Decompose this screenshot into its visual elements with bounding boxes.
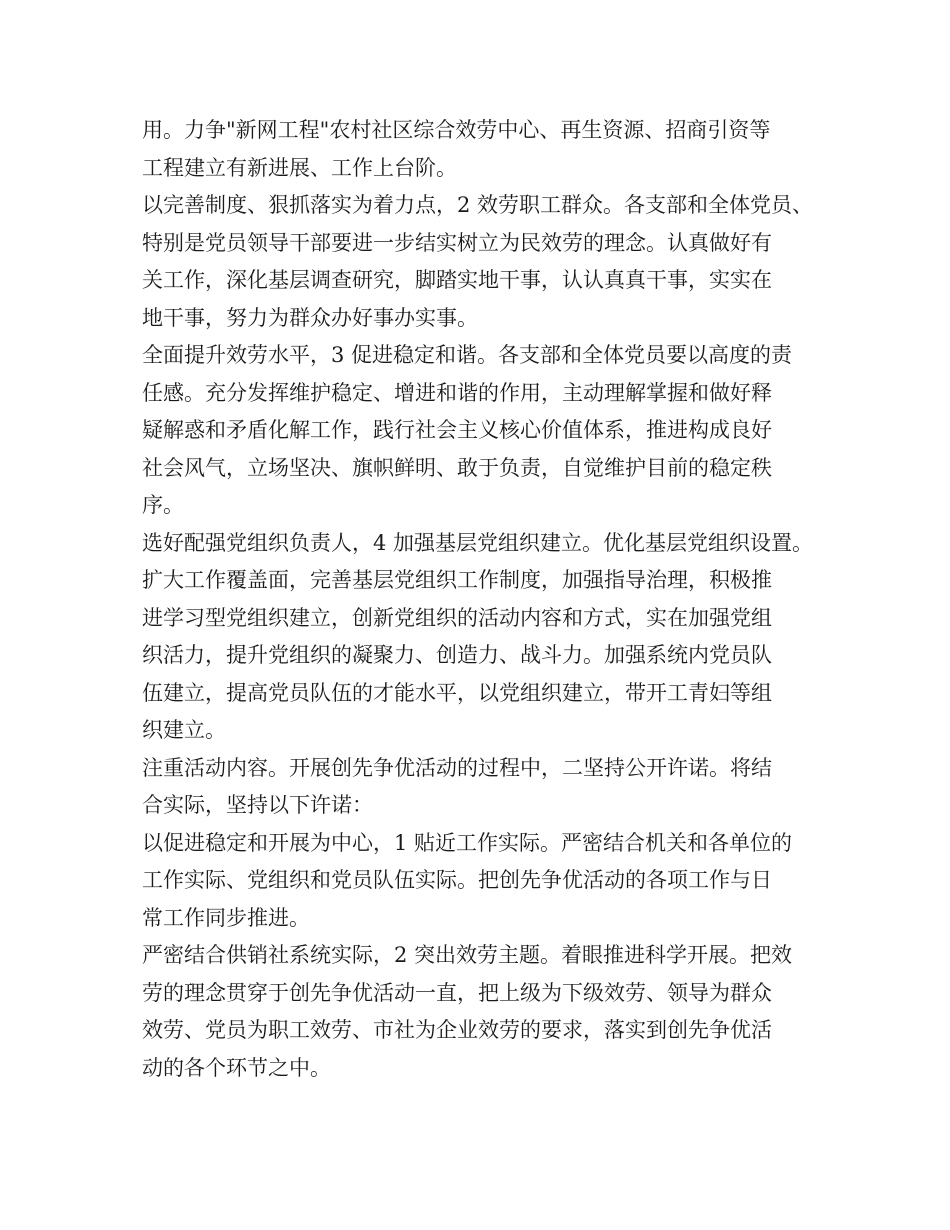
text-line: 伍建立，提高党员队伍的才能水平，以党组织建立，带开工青妇等组 [142,680,772,705]
text-line: 特别是党员领导干部要进一步结实树立为民效劳的理念。认真做好有 [142,230,772,255]
body-text [142,112,842,1087]
text-line: 工作实际、党组织和党员队伍实际。把创先争优活动的各项工作与日 [142,868,772,892]
text-line: 进学习型党组织建立，创新党组织的活动内容和方式，实在加强党组 [142,605,772,630]
text-line: 任感。充分发挥维护稳定、增进和谐的作用，主动理解掌握和做好释 [142,380,772,405]
text-line: 扩大工作覆盖面，完善基层党组织工作制度，加强指导治理，积极推 [142,568,772,592]
text-line: 序。 [142,493,184,517]
text-line: 以完善制度、狠抓落实为着力点，2 效劳职工群众。各支部和全体党员、 [142,193,814,217]
text-line: 常工作同步推进。 [142,905,310,930]
text-line: 劳的理念贯穿于创先争优活动一直，把上级为下级效劳、领导为群众 [142,980,772,1005]
text-line: 地干事，努力为群众办好事办实事。 [142,305,478,330]
text-line: 效劳、党员为职工效劳、市社为企业效劳的要求，落实到创先争优活 [142,1018,772,1042]
text-line: 织建立。 [142,718,226,742]
text-line: 关工作，深化基层调查研究，脚踏实地干事，认认真真干事，实实在 [142,268,772,292]
text-line: 工程建立有新进展、工作上台阶。 [142,155,457,180]
text-line: 选好配强党组织负责人，4 加强基层党组织建立。优化基层党组织设置。 [142,530,814,555]
text-line: 社会风气，立场坚决、旗帜鲜明、敢于负责，自觉维护目前的稳定秩 [142,455,772,480]
text-line: 严密结合供销社系统实际，2 突出效劳主题。着眼推进科学开展。把效 [142,943,793,967]
text-line: 以促进稳定和开展为中心，1 贴近工作实际。严密结合机关和各单位的 [142,830,793,855]
text-line: 疑解惑和矛盾化解工作，践行社会主义核心价值体系，推进构成良好 [142,418,772,442]
text-line: 合实际，坚持以下许诺： [142,793,373,817]
text-line: 全面提升效劳水平，3 促进稳定和谐。各支部和全体党员要以高度的责 [142,343,793,367]
text-line: 用。力争"新网工程"农村社区综合效劳中心、再生资源、招商引资等 [142,118,771,142]
text-line: 注重活动内容。开展创先争优活动的过程中，二坚持公开许诺。将结 [142,755,772,780]
text-line: 动的各个环节之中。 [142,1055,331,1080]
text-line: 织活力，提升党组织的凝聚力、创造力、战斗力。加强系统内党员队 [142,643,772,667]
